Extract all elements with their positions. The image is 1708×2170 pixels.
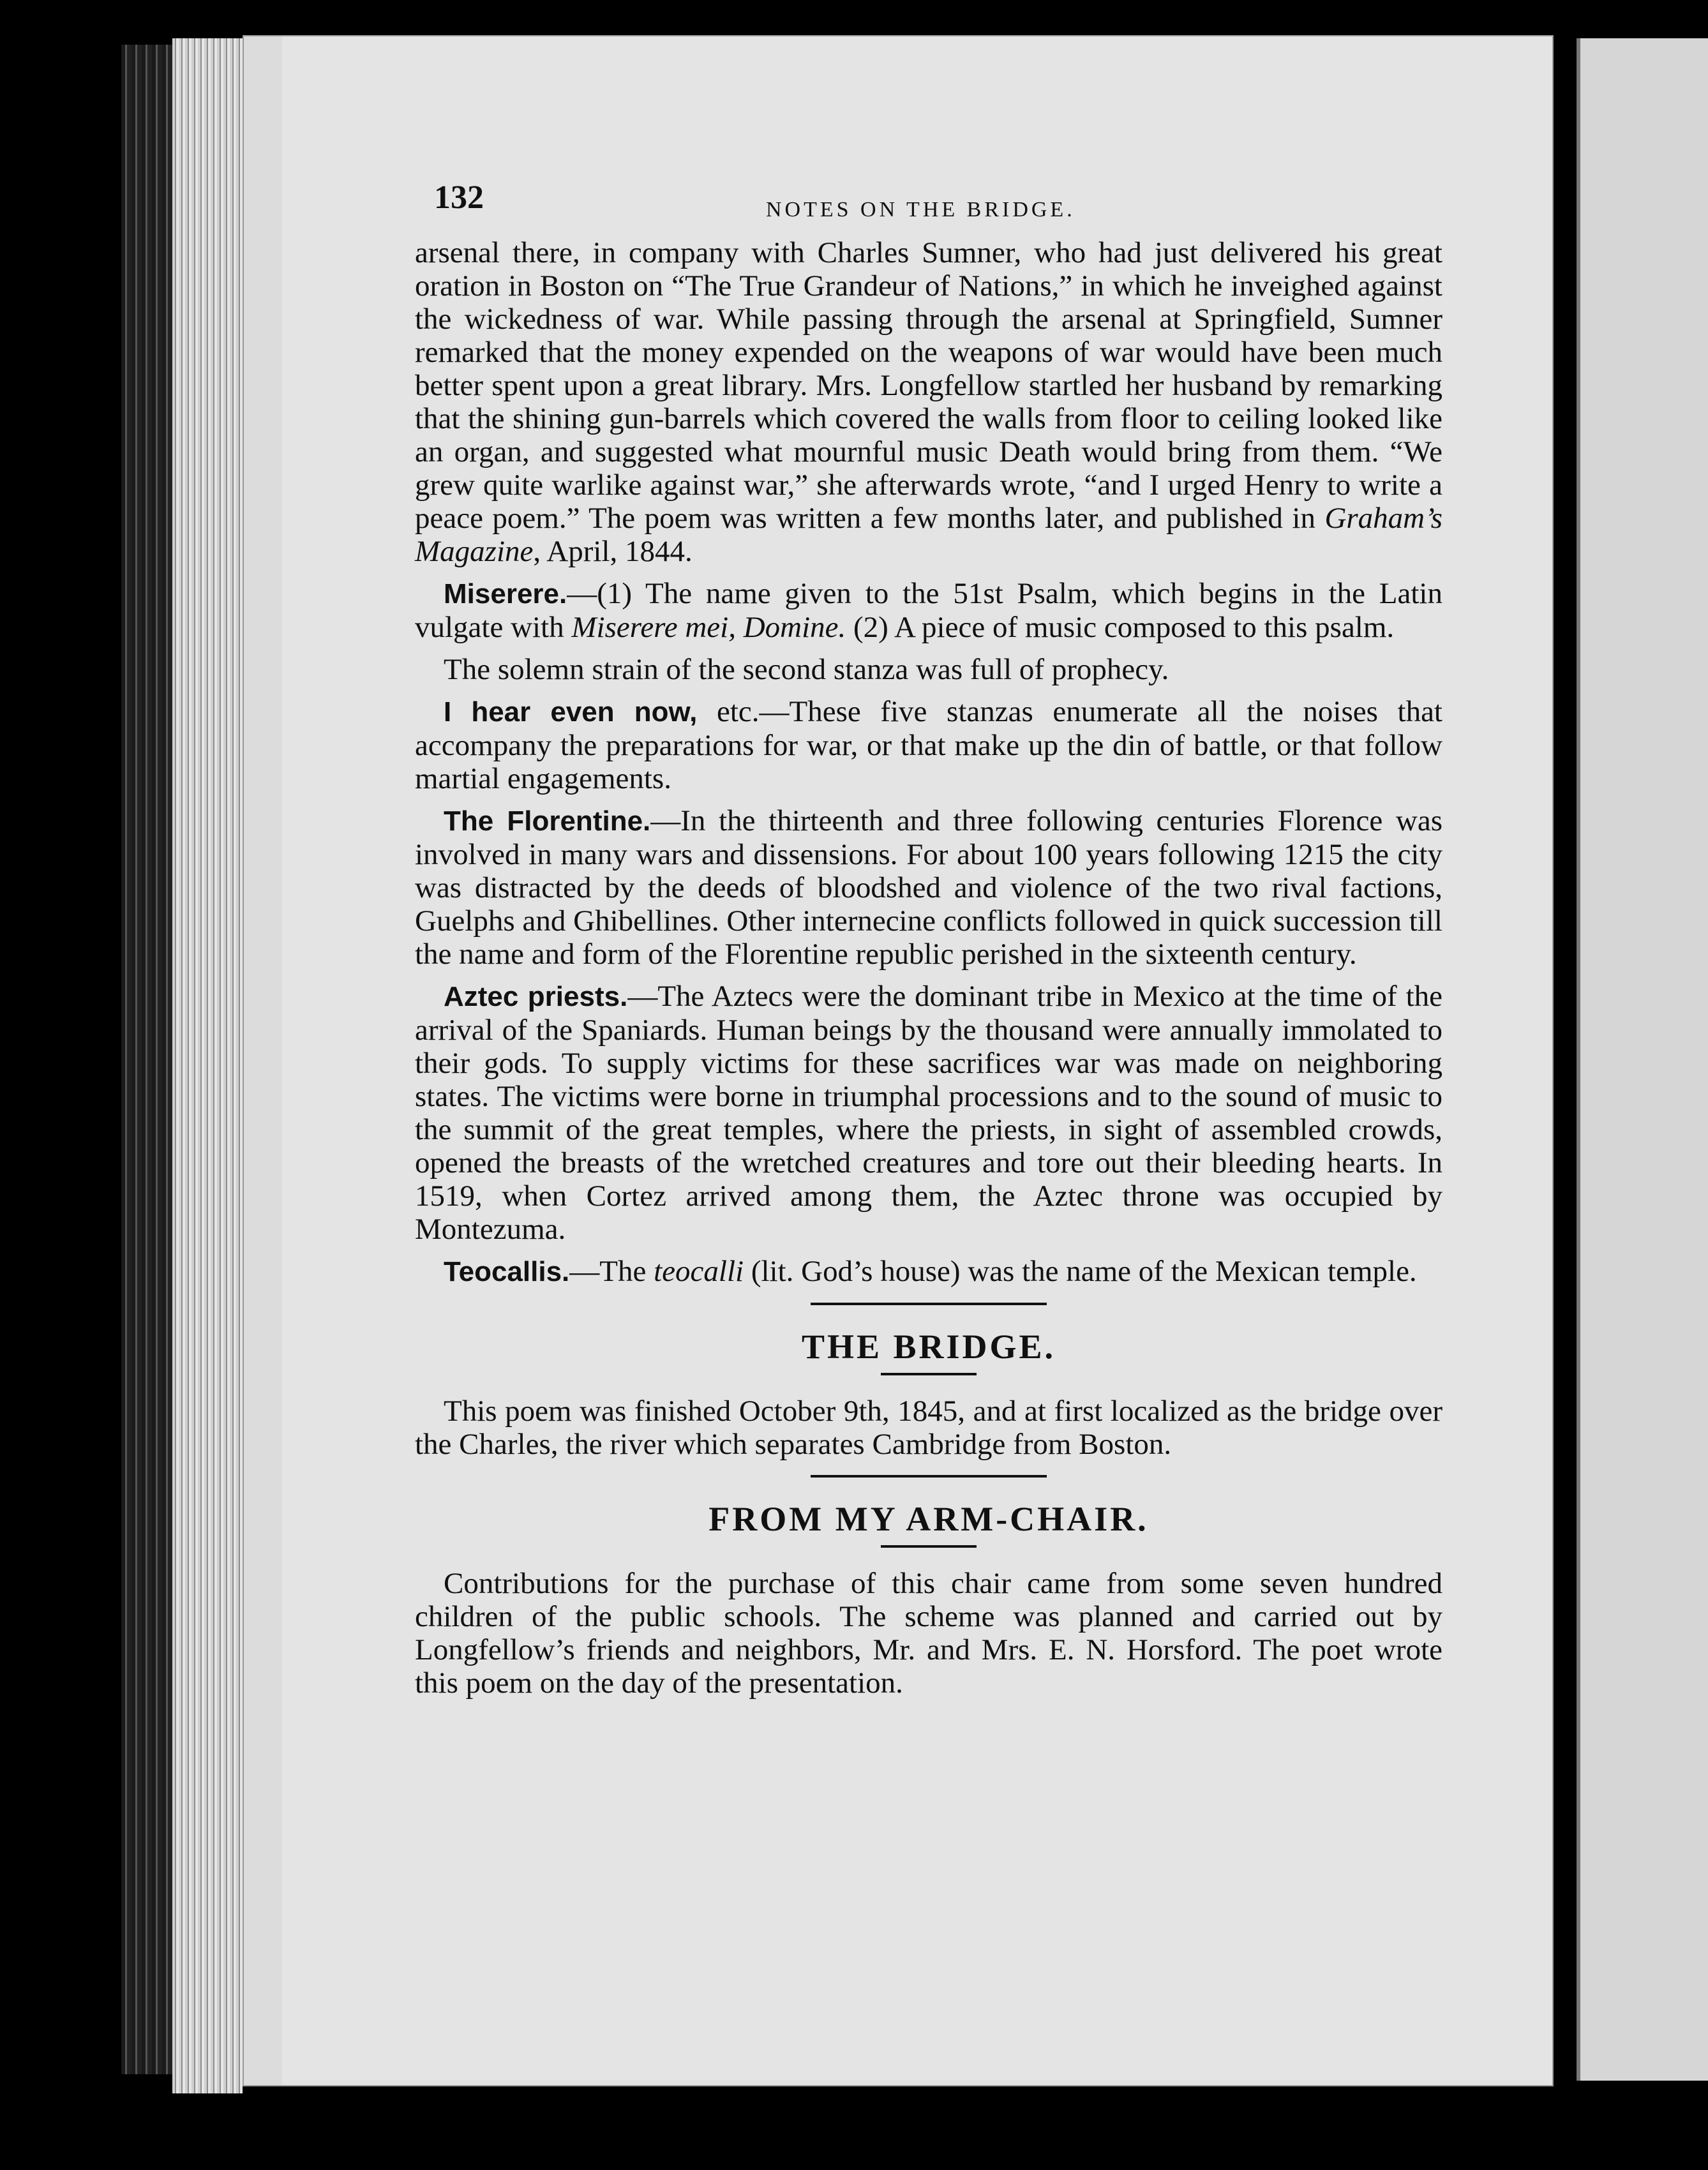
intro-paragraph	[415, 236, 1442, 568]
note-text: —The Aztecs were the dominant tribe in Mexico at the time of the arrival of the Spaniards. Human beings by the thousand were annually immolated to their gods. To supply victims for these sacrifices war was made on neighboring states. The victims were borne in triumphal processions and to the sound of music to the summit of the great temples, where the priests, in sight of assembled crowds, opened the breasts of the wretched creatures and tore out their bleeding hearts. In 1519, when Cortez arrived among them, the Aztec throne was occupied by Montezuma.	[415, 980, 1442, 1246]
title-underline	[881, 1545, 977, 1548]
section-body-bridge: This poem was finished October 9th, 1845, and at first localized as the bridge over the Charles, the river which separates Cambridge from Boston.	[415, 1395, 1442, 1461]
note-text: (lit. God’s house) was the name of the Mexican temple.	[744, 1255, 1417, 1288]
note-text: etc.—These five stanzas enumerate all the noises that accompany the preparations for war, or that make up the din of battle, or that follow martial engagements.	[415, 695, 1442, 795]
section-body-armchair: Contributions for the purchase of this chair came from some seven hundred children of the public schools. The scheme was planned and carried out by Longfellow’s friends and neighbors, Mr. and Mrs. E. N. Horsford. The poet wrote this poem on the day of the presentation.	[415, 1567, 1442, 1700]
facing-page-edge	[1577, 38, 1708, 2081]
note-miserere	[415, 577, 1442, 644]
teocalli-word: teocalli	[654, 1255, 744, 1288]
note-term: I hear even now,	[444, 696, 698, 728]
latin-phrase: Miserere mei, Domine.	[571, 611, 846, 644]
note-solemn-strain: The solemn strain of the second stanza was full of prophecy.	[444, 653, 1169, 686]
page-stack-edge	[172, 38, 243, 2093]
note-aztec-priests	[415, 980, 1442, 1246]
page-number: 132	[434, 179, 484, 216]
note-text: —The	[569, 1255, 647, 1288]
note-text: (2) A piece of music composed to this psalm.	[846, 611, 1395, 644]
intro-tail: , April, 1844.	[533, 535, 693, 568]
note-term: The Florentine.	[444, 805, 651, 837]
running-head: NOTES ON THE BRIDGE.	[766, 198, 1075, 221]
book-spine	[121, 45, 172, 2074]
intro-text: arsenal there, in company with Charles Sumner, who had just delivered his great oration in Boston on “The True Grandeur of Nations,” in which he inveighed against the wickedness of war. While passing through the arsenal at Springfield, Sumner remarked that the money expended on the weapons of war would have been much better spent upon a great library. Mrs. Longfellow startled her husband by remarking that the shining gun-barrels which covered the walls from floor to ceiling looked like an organ, and suggested what mournful music Death would bring from them. “We grew quite warlike against war,” she afterwards wrote, “and I urged Henry to write a peace poem.” The poem was written a few months later, and published in	[415, 236, 1442, 535]
section-divider	[811, 1303, 1047, 1305]
note-hear-even-now	[415, 695, 1442, 795]
note-florentine	[415, 804, 1442, 971]
note-term: Aztec priests.	[444, 981, 628, 1012]
note-text: —(1) The name given to the 51st Psalm, which begins in the Latin vulgate with	[415, 577, 1442, 644]
page-header	[415, 172, 1442, 236]
note-teocallis	[415, 1255, 1442, 1289]
page-content	[415, 172, 1442, 1709]
section-title-bridge: THE BRIDGE.	[801, 1328, 1056, 1366]
note-term: Teocallis.	[444, 1256, 570, 1287]
note-term: Miserere.	[444, 578, 567, 610]
note-text: —In the thirteenth and three following centuries Florence was involved in many wars and dissensions. For about 100 years following 1215 the city was distracted by the deeds of bloodshed and violence of the two rival factions, Guelphs and Ghibellines. Other internecine conflicts followed in quick succession till the name and form of the Florentine republic perished in the sixteenth century.	[415, 804, 1442, 971]
section-title-armchair: FROM MY ARM-CHAIR.	[708, 1500, 1149, 1538]
title-underline	[881, 1373, 977, 1375]
magazine-title: Graham’s Magazine	[415, 502, 1443, 568]
section-divider	[811, 1475, 1047, 1478]
